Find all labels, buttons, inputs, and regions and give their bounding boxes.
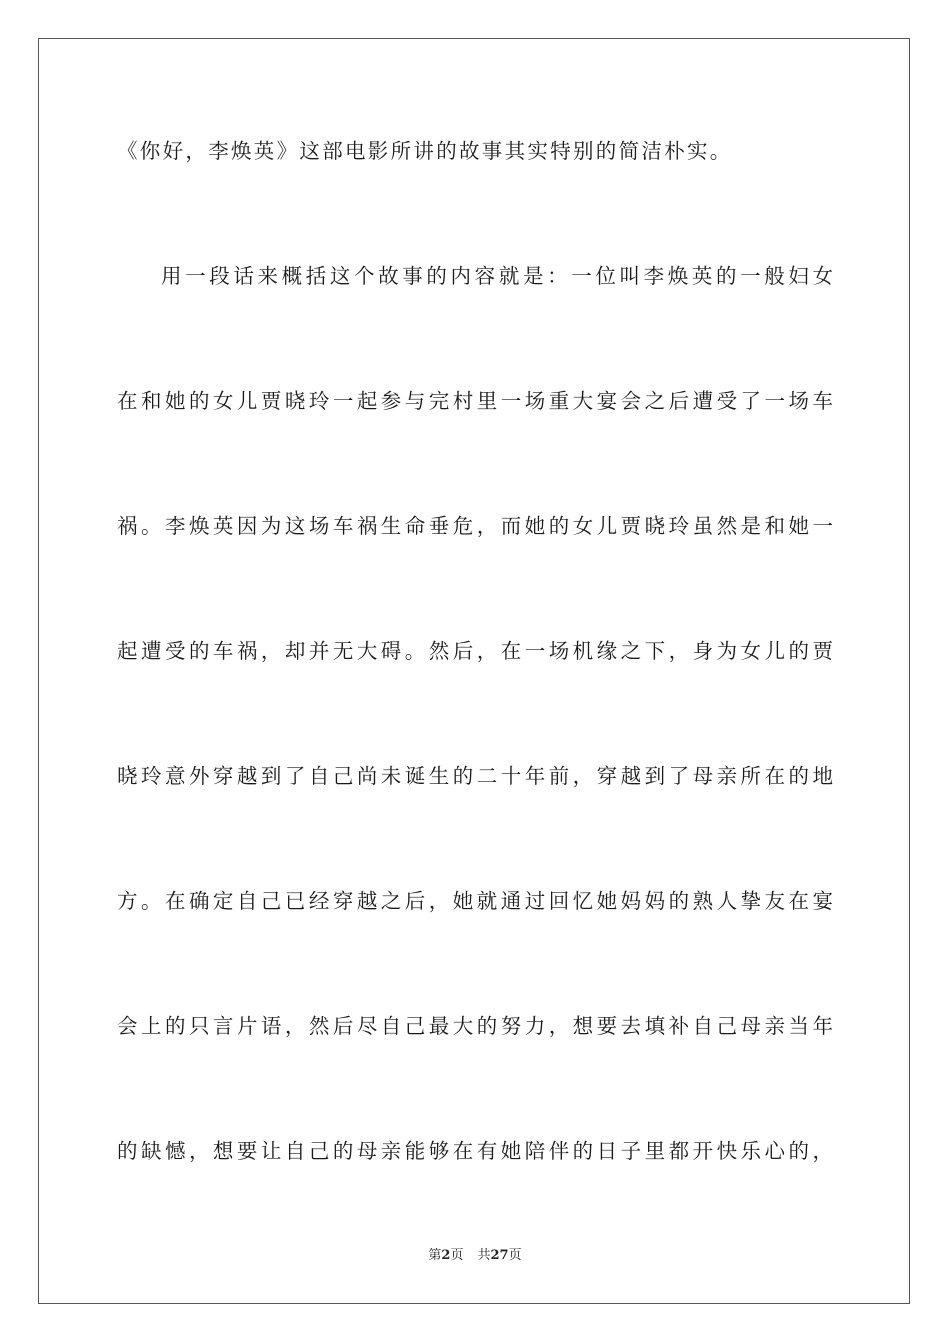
current-page-number: 2 <box>441 1248 451 1263</box>
total-page-count: 27 <box>490 1248 509 1263</box>
text-line-8: 会上的只言片语，然后尽自己最大的努力，想要去填补自己母亲当年 <box>117 1014 833 1038</box>
page-prefix: 第 <box>428 1248 442 1263</box>
page-border <box>38 38 910 1304</box>
text-line-6: 晓玲意外穿越到了自己尚未诞生的二十年前，穿越到了母亲所在的地 <box>117 764 833 788</box>
text-line-9: 的缺憾，想要让自己的母亲能够在有她陪伴的日子里都开快乐心的， <box>117 1139 833 1163</box>
text-line-5: 起遭受的车祸，却并无大碍。然后，在一场机缘之下，身为女儿的贾 <box>117 639 833 663</box>
total-unit: 页 <box>508 1248 522 1263</box>
text-line-1: 《你好，李焕英》这部电影所讲的故事其实特别的简洁朴实。 <box>117 139 733 163</box>
text-line-3: 在和她的女儿贾晓玲一起参与完村里一场重大宴会之后遭受了一场车 <box>117 389 833 413</box>
page-footer <box>0 1248 950 1264</box>
text-line-4: 祸。李焕英因为这场车祸生命垂危，而她的女儿贾晓玲虽然是和她一 <box>117 514 833 538</box>
total-prefix: 共 <box>477 1248 491 1263</box>
text-line-7: 方。在确定自己已经穿越之后，她就通过回忆她妈妈的熟人挚友在宴 <box>117 889 833 913</box>
text-line-2: 用一段话来概括这个故事的内容就是：一位叫李焕英的一般妇女 <box>161 264 833 288</box>
page-unit: 页 <box>450 1248 464 1263</box>
